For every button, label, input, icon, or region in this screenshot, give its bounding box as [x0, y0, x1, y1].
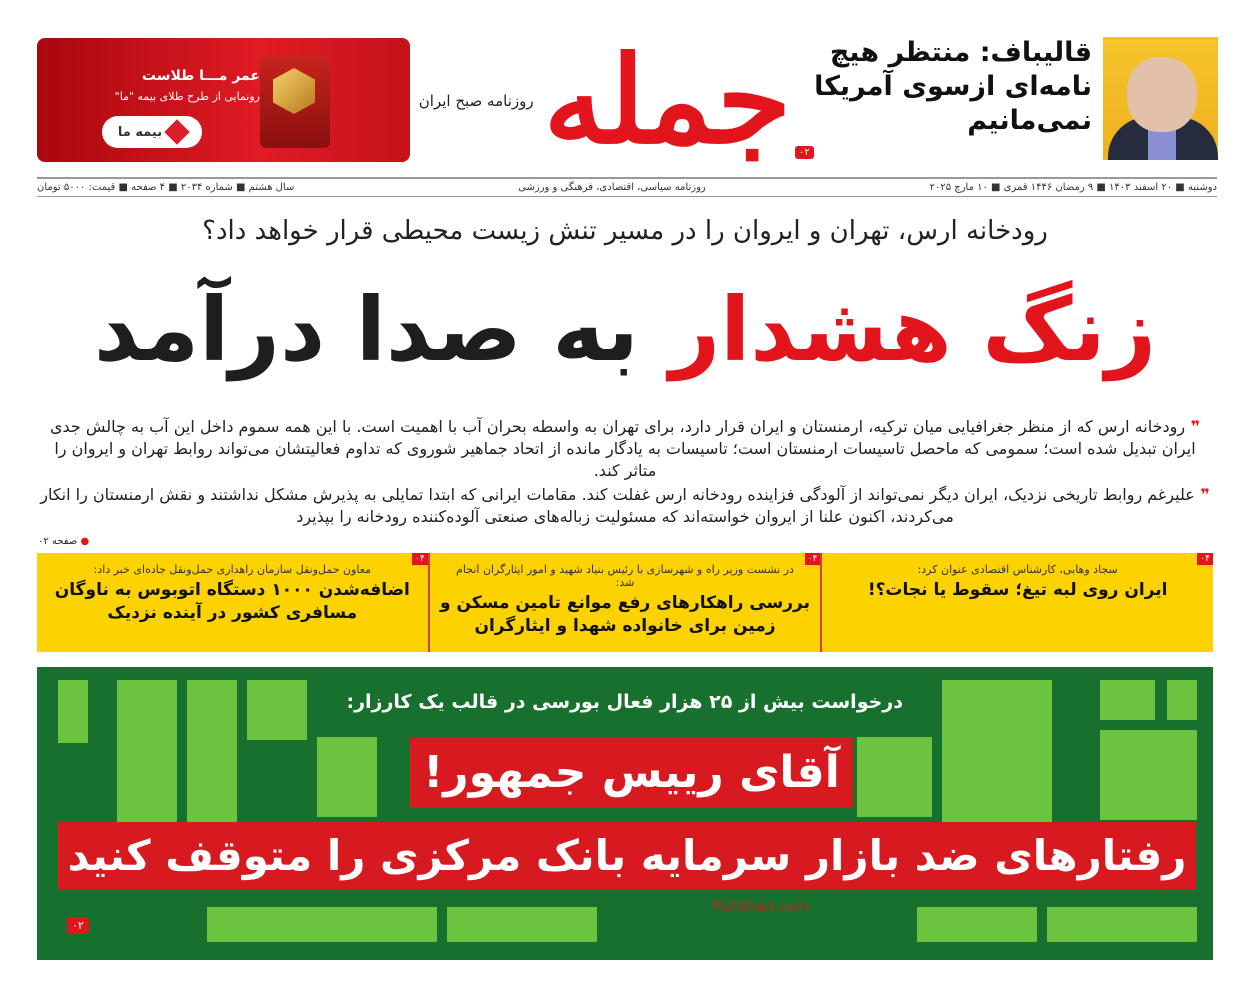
- quote-icon: ❞: [1194, 485, 1210, 504]
- date: دوشنبه ■ ۲۰ اسفند ۱۴۰۳ ■ ۹ رمضان ۱۴۴۶ قمری ■ ۱۰ مارچ ۲۰۲۵: [929, 182, 1217, 193]
- lead-headline[interactable]: [0, 270, 1250, 390]
- headline-black: به صدا درآمد: [93, 278, 639, 381]
- lead-subtitle: رودخانه ارس، تهران و ایروان را در مسیر تنش زیست محیطی قرار خواهد داد؟: [202, 216, 1048, 246]
- ad-brand: بیمه ما: [117, 124, 163, 140]
- insurance-ad[interactable]: [37, 38, 410, 162]
- feature-kicker: درخواست بیش از ۲۵ هزار فعال بورسی در قالب یک کارزار:: [346, 691, 903, 713]
- divider: [37, 196, 1217, 197]
- teaser-strip: [37, 553, 1213, 652]
- paragraph: رودخانه ارس که از منظر جغرافیایی میان ترکیه، ارمنستان و ایران قرار دارد، برای تهران به واسطه بحران آب با اهمیت است. با این همه سموم داخل این آب به چالش جدی ایران تبدیل شده است؛ سمومی که ماحصل تاسیسات ارمنستان است؛ تاسیسات به یادگار مانده از اتحاد جماهیر شوروی که تداوم فعالیتشان می‌تواند روابط تهران و ایروان را متاثر کند.: [49, 417, 1196, 480]
- teaser-kicker: معاون حمل‌ونقل سازمان راهداری حمل‌ونقل جاده‌ای خبر داد:: [93, 563, 371, 576]
- page-badge: ۰۴: [412, 553, 428, 565]
- masthead: [420, 28, 790, 173]
- cube-icon: [164, 119, 189, 144]
- page-reference[interactable]: ● صفحه ۰۲: [38, 536, 90, 547]
- teaser-headline: اضافه‌شدن ۱۰۰۰ دستگاه اتوبوس به ناوگان مسافری کشور در آینده نزدیک: [54, 580, 410, 623]
- teaser-headline: ایران روی لبه تیغ؛ سقوط یا نجات؟!: [867, 580, 1168, 600]
- ad-title: عمر مـــا طلاست: [141, 68, 260, 84]
- teaser-kicker: در نشست وزیر راه و شهرسازی با رئیس بنیاد شهید و امور ایثارگران انجام شد:: [456, 563, 794, 589]
- page-badge: ۰۴: [1197, 553, 1213, 565]
- side-story[interactable]: [812, 36, 1092, 138]
- masthead-logo: جمله: [543, 29, 792, 171]
- page-badge: ۰۲: [67, 917, 89, 934]
- side-story-page[interactable]: [795, 140, 814, 159]
- teaser-kicker: سجاد وهابی، کارشناس اقتصادی عنوان کرد:: [917, 563, 1118, 576]
- issue-info: سال هشتم ■ شماره ۲۰۳۴ ■ ۴ صفحه ■ قیمت: ۵۰۰۰ تومان: [37, 182, 295, 193]
- ad-subtitle: رونمایی از طرح طلای بیمه "ما": [114, 90, 260, 103]
- teaser[interactable]: [428, 553, 821, 652]
- masthead-tagline: روزنامه صبح ایران: [418, 91, 534, 110]
- teaser[interactable]: [37, 553, 428, 652]
- feature-section[interactable]: [37, 667, 1213, 960]
- teaser-headline: بررسی راهکارهای رفع موانع تامین مسکن و زمین برای خانواده شهدا و ایثارگران: [439, 593, 810, 636]
- lead-body: [40, 416, 1210, 530]
- paragraph: علیرغم روابط تاریخی نزدیک، ایران دیگر نمی‌تواند از آلودگی فزاینده رودخانه ارس غفلت کند. مقامات ایرانی که ابتدا تمایلی به پذیرش مشکل نداشتند و نقش ارمنستان را انکار می‌کردند، اکنون علنا از ایروان خواسته‌اند که مسئولیت زباله‌های صنعتی آلوده‌کننده رودخانه را بپذیرد: [40, 485, 1195, 526]
- headline-red: زنگ هشدار: [669, 278, 1157, 381]
- page-ref-text: صفحه ۰۲: [38, 536, 78, 547]
- teaser[interactable]: [820, 553, 1213, 652]
- watermark: Pishkhan.com: [712, 899, 809, 915]
- dateline: [37, 181, 1217, 194]
- page-badge: ۰۴: [805, 553, 821, 565]
- divider: [37, 177, 1217, 179]
- ad-brand-logo: [102, 116, 202, 148]
- feature-banner-1: آقای رییس جمهور!: [410, 738, 853, 808]
- page-badge: ۰۲: [795, 146, 814, 159]
- side-story-headline: قالیباف: منتظر هیچ نامه‌ای ازسوی آمریکا نمی‌مانیم: [814, 37, 1092, 136]
- quote-icon: ❞: [1185, 417, 1201, 436]
- feature-banner-2: رفتارهای ضد بازار سرمایه بانک مرکزی را متوقف کنید: [58, 822, 1196, 890]
- ghalibaf-photo: [1103, 37, 1218, 160]
- masthead-description: روزنامه سیاسی، اقتصادی، فرهنگی و ورزشی: [518, 182, 706, 193]
